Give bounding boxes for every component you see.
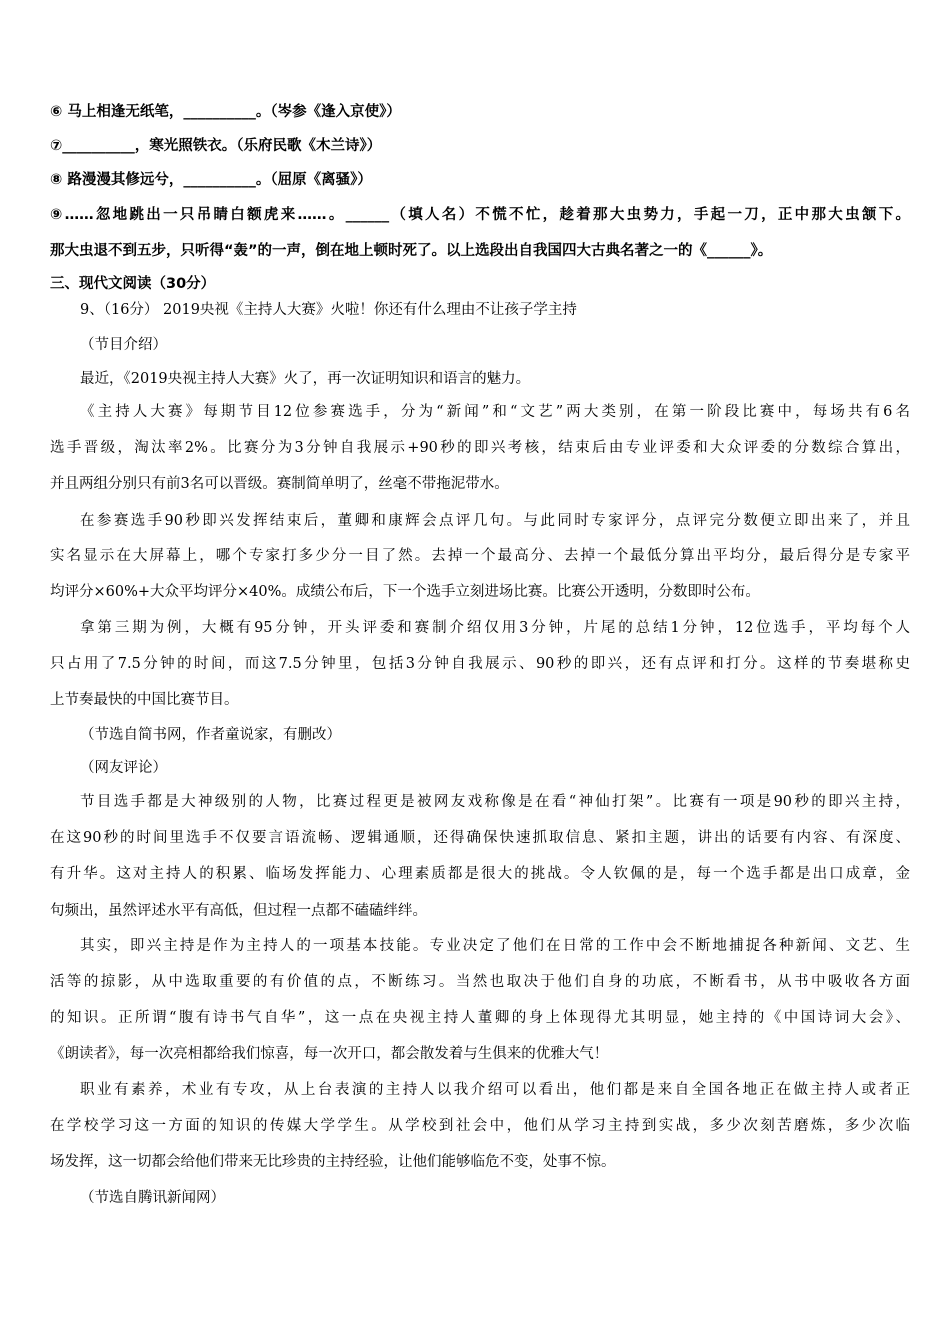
question-9-title: 9、（16分） 2019央视《主持人大赛》火啦！你还有什么理由不让孩子学主持 (80, 302, 577, 318)
comments-paragraph-2-line-3: 的知识。正所谓“腹有诗书气自华”，这一点在央视主持人董卿的身上体现得尤其明显，她主持的《中国诗词大会》、 (50, 1010, 910, 1026)
intro-paragraph-3-line-3: 均评分×60%+大众平均评分×40%。成绩公布后，下一个选手立刻进场比赛。比赛公开透明，分数即时公布。 (50, 584, 760, 600)
recitation-item-9-line-2: 那大虫退不到五步，只听得“轰”的一声，倒在地上顿时死了。以上选段出自我国四大古典名著之一的《______》。 (50, 243, 773, 259)
comments-label: （网友评论） (80, 760, 167, 776)
comments-paragraph-3-line-2: 在学校学习这一方面的知识的传媒大学学生。从学校到社会中，他们从学习主持到实战，多少次刻苦磨炼，多少次临 (50, 1118, 910, 1134)
recitation-item-9-line-1: ⑨……忽地跳出一只吊睛白额虎来……。______（填人名）不慌不忙，趁着那大虫势力，手起一刀，正中那大虫颔下。 (50, 207, 910, 223)
intro-paragraph-4-line-1: 拿第三期为例，大概有95分钟，开头评委和赛制介绍仅用3分钟，片尾的总结1分钟，12位选手，平均每个人 (80, 620, 910, 636)
comments-paragraph-3-line-1: 职业有素养，术业有专攻，从上台表演的主持人以我介绍可以看出，他们都是来自全国各地正在做主持人或者正 (80, 1082, 910, 1098)
intro-paragraph-4-line-3: 上节奏最快的中国比赛节目。 (50, 692, 239, 708)
comments-paragraph-2-line-2: 活等的掠影，从中选取重要的有价值的点，不断练习。当然也取决于他们自身的功底，不断看书，从书中吸收各方面 (50, 974, 910, 990)
recitation-item-6: ⑥ 马上相逢无纸笔，__________。（岑参《逢入京使》） (50, 104, 401, 120)
intro-paragraph-3-line-1: 在参赛选手90秒即兴发挥结束后，董卿和康辉会点评几句。与此同时专家评分，点评完分数便立即出来了，并且 (80, 513, 910, 529)
comments-paragraph-1-line-4: 句频出，虽然评述水平有高低，但过程一点都不磕磕绊绊。 (50, 903, 427, 919)
comments-paragraph-2-line-1: 其实，即兴主持是作为主持人的一项基本技能。专业决定了他们在日常的工作中会不断地捕捉各种新闻、文艺、生 (80, 938, 910, 954)
intro-paragraph-4-line-2: 只占用了7.5分钟的时间，而这7.5分钟里，包括3分钟自我展示、90秒的即兴，还有点评和打分。这样的节奏堪称史 (50, 656, 910, 672)
section-3-heading: 三、现代文阅读（30分） (50, 276, 216, 292)
comments-paragraph-1-line-1: 节目选手都是大神级别的人物，比赛过程更是被网友戏称像是在看“神仙打架”。比赛有一项是90秒的即兴主持， (80, 794, 910, 810)
intro-paragraph-3-line-2: 实名显示在大屏幕上，哪个专家打多少分一目了然。去掉一个最高分、去掉一个最低分算出平均分，最后得分是专家平 (50, 548, 910, 564)
intro-paragraph-1: 最近，《2019央视主持人大赛》火了，再一次证明知识和语言的魅力。 (80, 371, 531, 387)
intro-source: （节选自简书网，作者童说家，有删改） (80, 727, 341, 743)
intro-paragraph-2-line-2: 选手晋级，淘汰率2%。比赛分为3分钟自我展示+90秒的即兴考核，结束后由专业评委和大众评委的分数综合算出， (50, 440, 910, 456)
comments-source: （节选自腾讯新闻网） (80, 1190, 225, 1206)
comments-paragraph-3-line-3: 场发挥，这一切都会给他们带来无比珍贵的主持经验，让他们能够临危不变，处事不惊。 (50, 1154, 616, 1170)
comments-paragraph-1-line-2: 在这90秒的时间里选手不仅要言语流畅、逻辑通顺，还得确保快速抓取信息、紧扣主题，讲出的话要有内容、有深度、 (50, 830, 910, 846)
comments-paragraph-2-line-4: 《朗读者》，每一次亮相都给我们惊喜，每一次开口，都会散发着与生俱来的优雅大气！ (50, 1046, 609, 1062)
comments-paragraph-1-line-3: 有升华。这对主持人的积累、临场发挥能力、心理素质都是很大的挑战。令人钦佩的是，每一个选手都是出口成章，金 (50, 866, 910, 882)
intro-paragraph-2-line-1: 《主持人大赛》每期节目12位参赛选手，分为“新闻”和“文艺”两大类别，在第一阶段比赛中，每场共有6名 (80, 404, 910, 420)
intro-label: （节目介绍） (80, 337, 167, 353)
recitation-item-8: ⑧ 路漫漫其修远兮，__________。（屈原《离骚》） (50, 172, 372, 188)
intro-paragraph-2-line-3: 并且两组分别只有前3名可以晋级。赛制简单明了，丝毫不带拖泥带水。 (50, 476, 509, 492)
recitation-item-7: ⑦__________，寒光照铁衣。（乐府民歌《木兰诗》） (50, 138, 382, 154)
